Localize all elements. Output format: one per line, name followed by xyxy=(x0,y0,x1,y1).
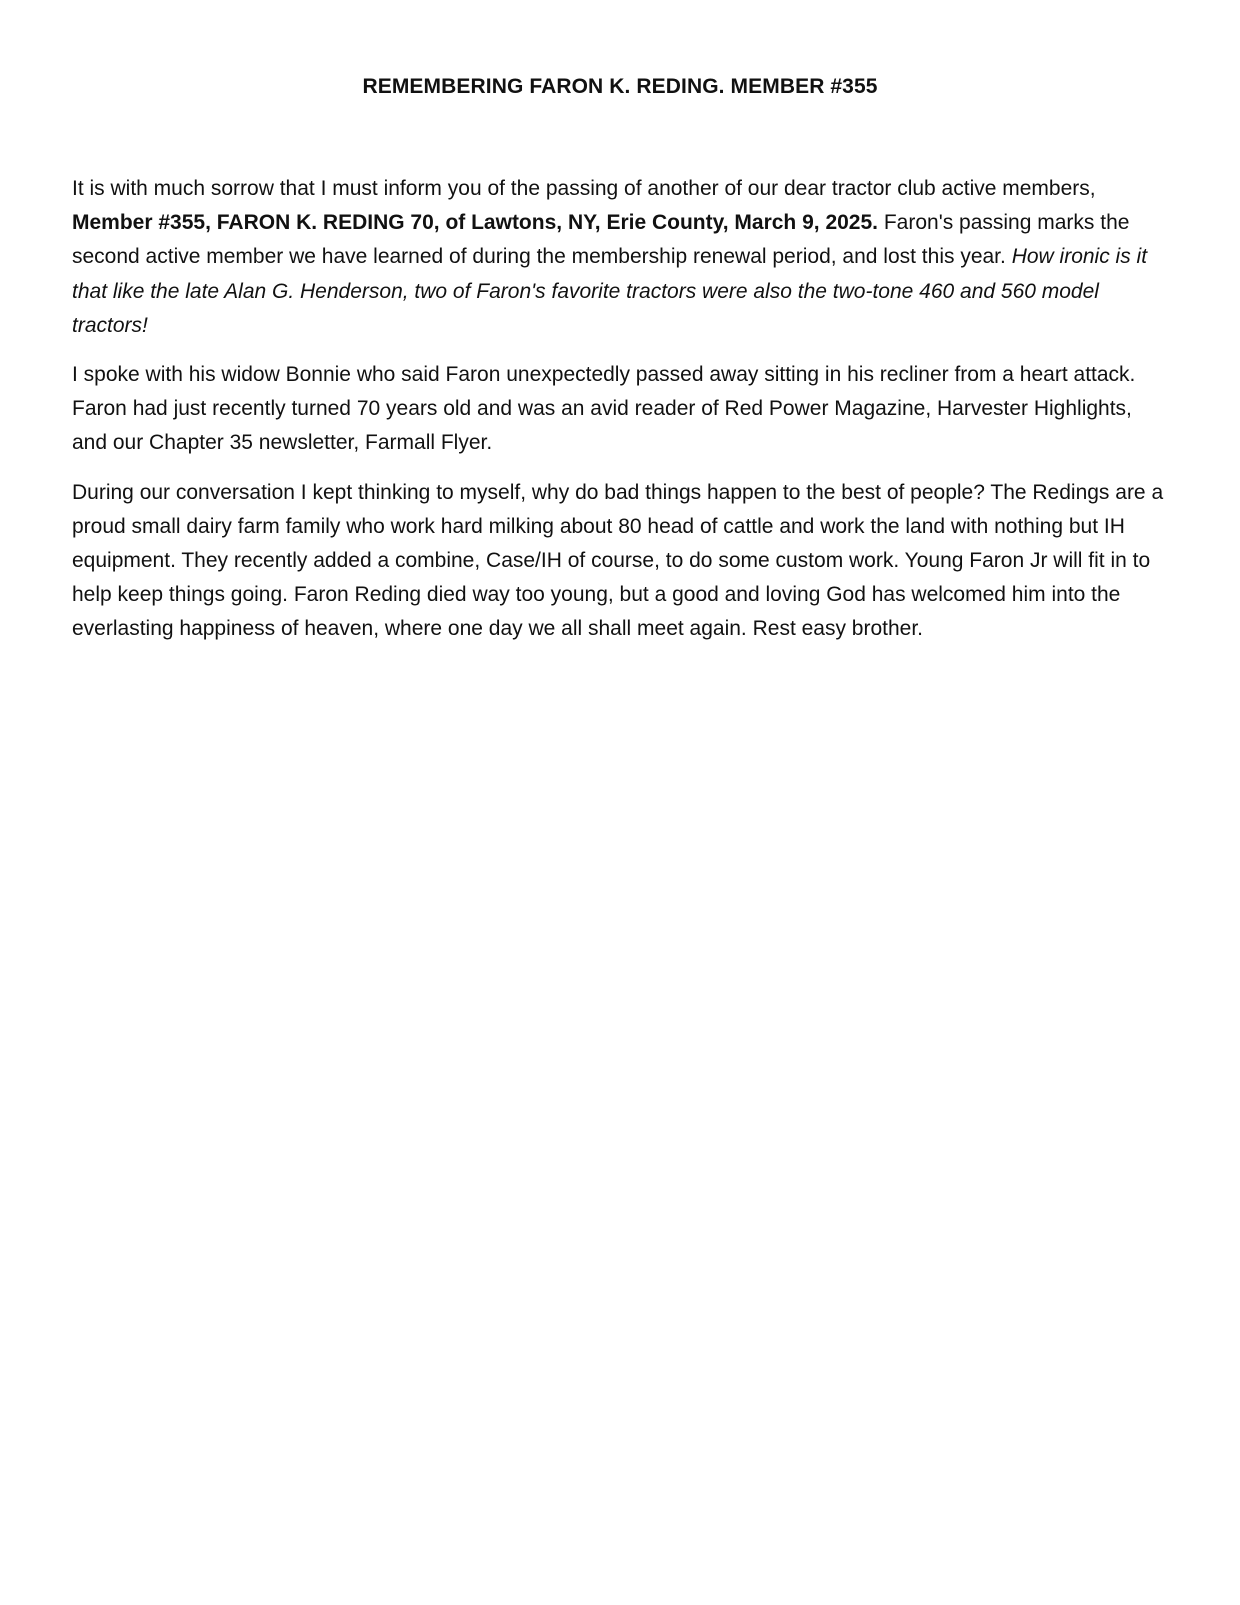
announcement-continued-text: Faron's passing marks the second active member we have learned of during the membership renewal period, and lost this year. xyxy=(72,211,1130,269)
tractor-note-text: How ironic is it that like the late Alan G. Henderson, two of Faron's favorite tractors were also the two-tone 460 and 560 model tractors! xyxy=(72,245,1148,337)
paragraph-widow-conversation: I spoke with his widow Bonnie who said Faron unexpectedly passed away sitting in his recliner from a heart attack. Faron had just recently turned 70 years old and was an avid reader of Red Power Magazine, Harvester Highlights, and our Chapter 35 newsletter, Farmall Flyer. xyxy=(72,363,1136,455)
document-title: REMEMBERING FARON K. REDING. MEMBER #355 xyxy=(362,75,878,98)
paragraph-announcement xyxy=(72,172,1172,343)
document-body xyxy=(72,172,1172,662)
member-details-text: Member #355, FARON K. REDING 70, of Lawtons, NY, Erie County, March 9, 2025. xyxy=(72,211,878,235)
announcement-intro-text: It is with much sorrow that I must inform you of the passing of another of our dear tractor club active members, xyxy=(72,177,1096,200)
paragraph-family-tribute: During our conversation I kept thinking to myself, why do bad things happen to the best of people? The Redings are a proud small dairy farm family who work hard milking about 80 head of cattle and work the land with nothing but IH equipment. They recently added a combine, Case/IH of course, to do some custom work. Young Faron Jr will fit in to help keep things going. Faron Reding died way too young, but a good and loving God has welcomed him into the everlasting happiness of heaven, where one day we all shall meet again. Rest easy brother. xyxy=(72,480,1164,641)
